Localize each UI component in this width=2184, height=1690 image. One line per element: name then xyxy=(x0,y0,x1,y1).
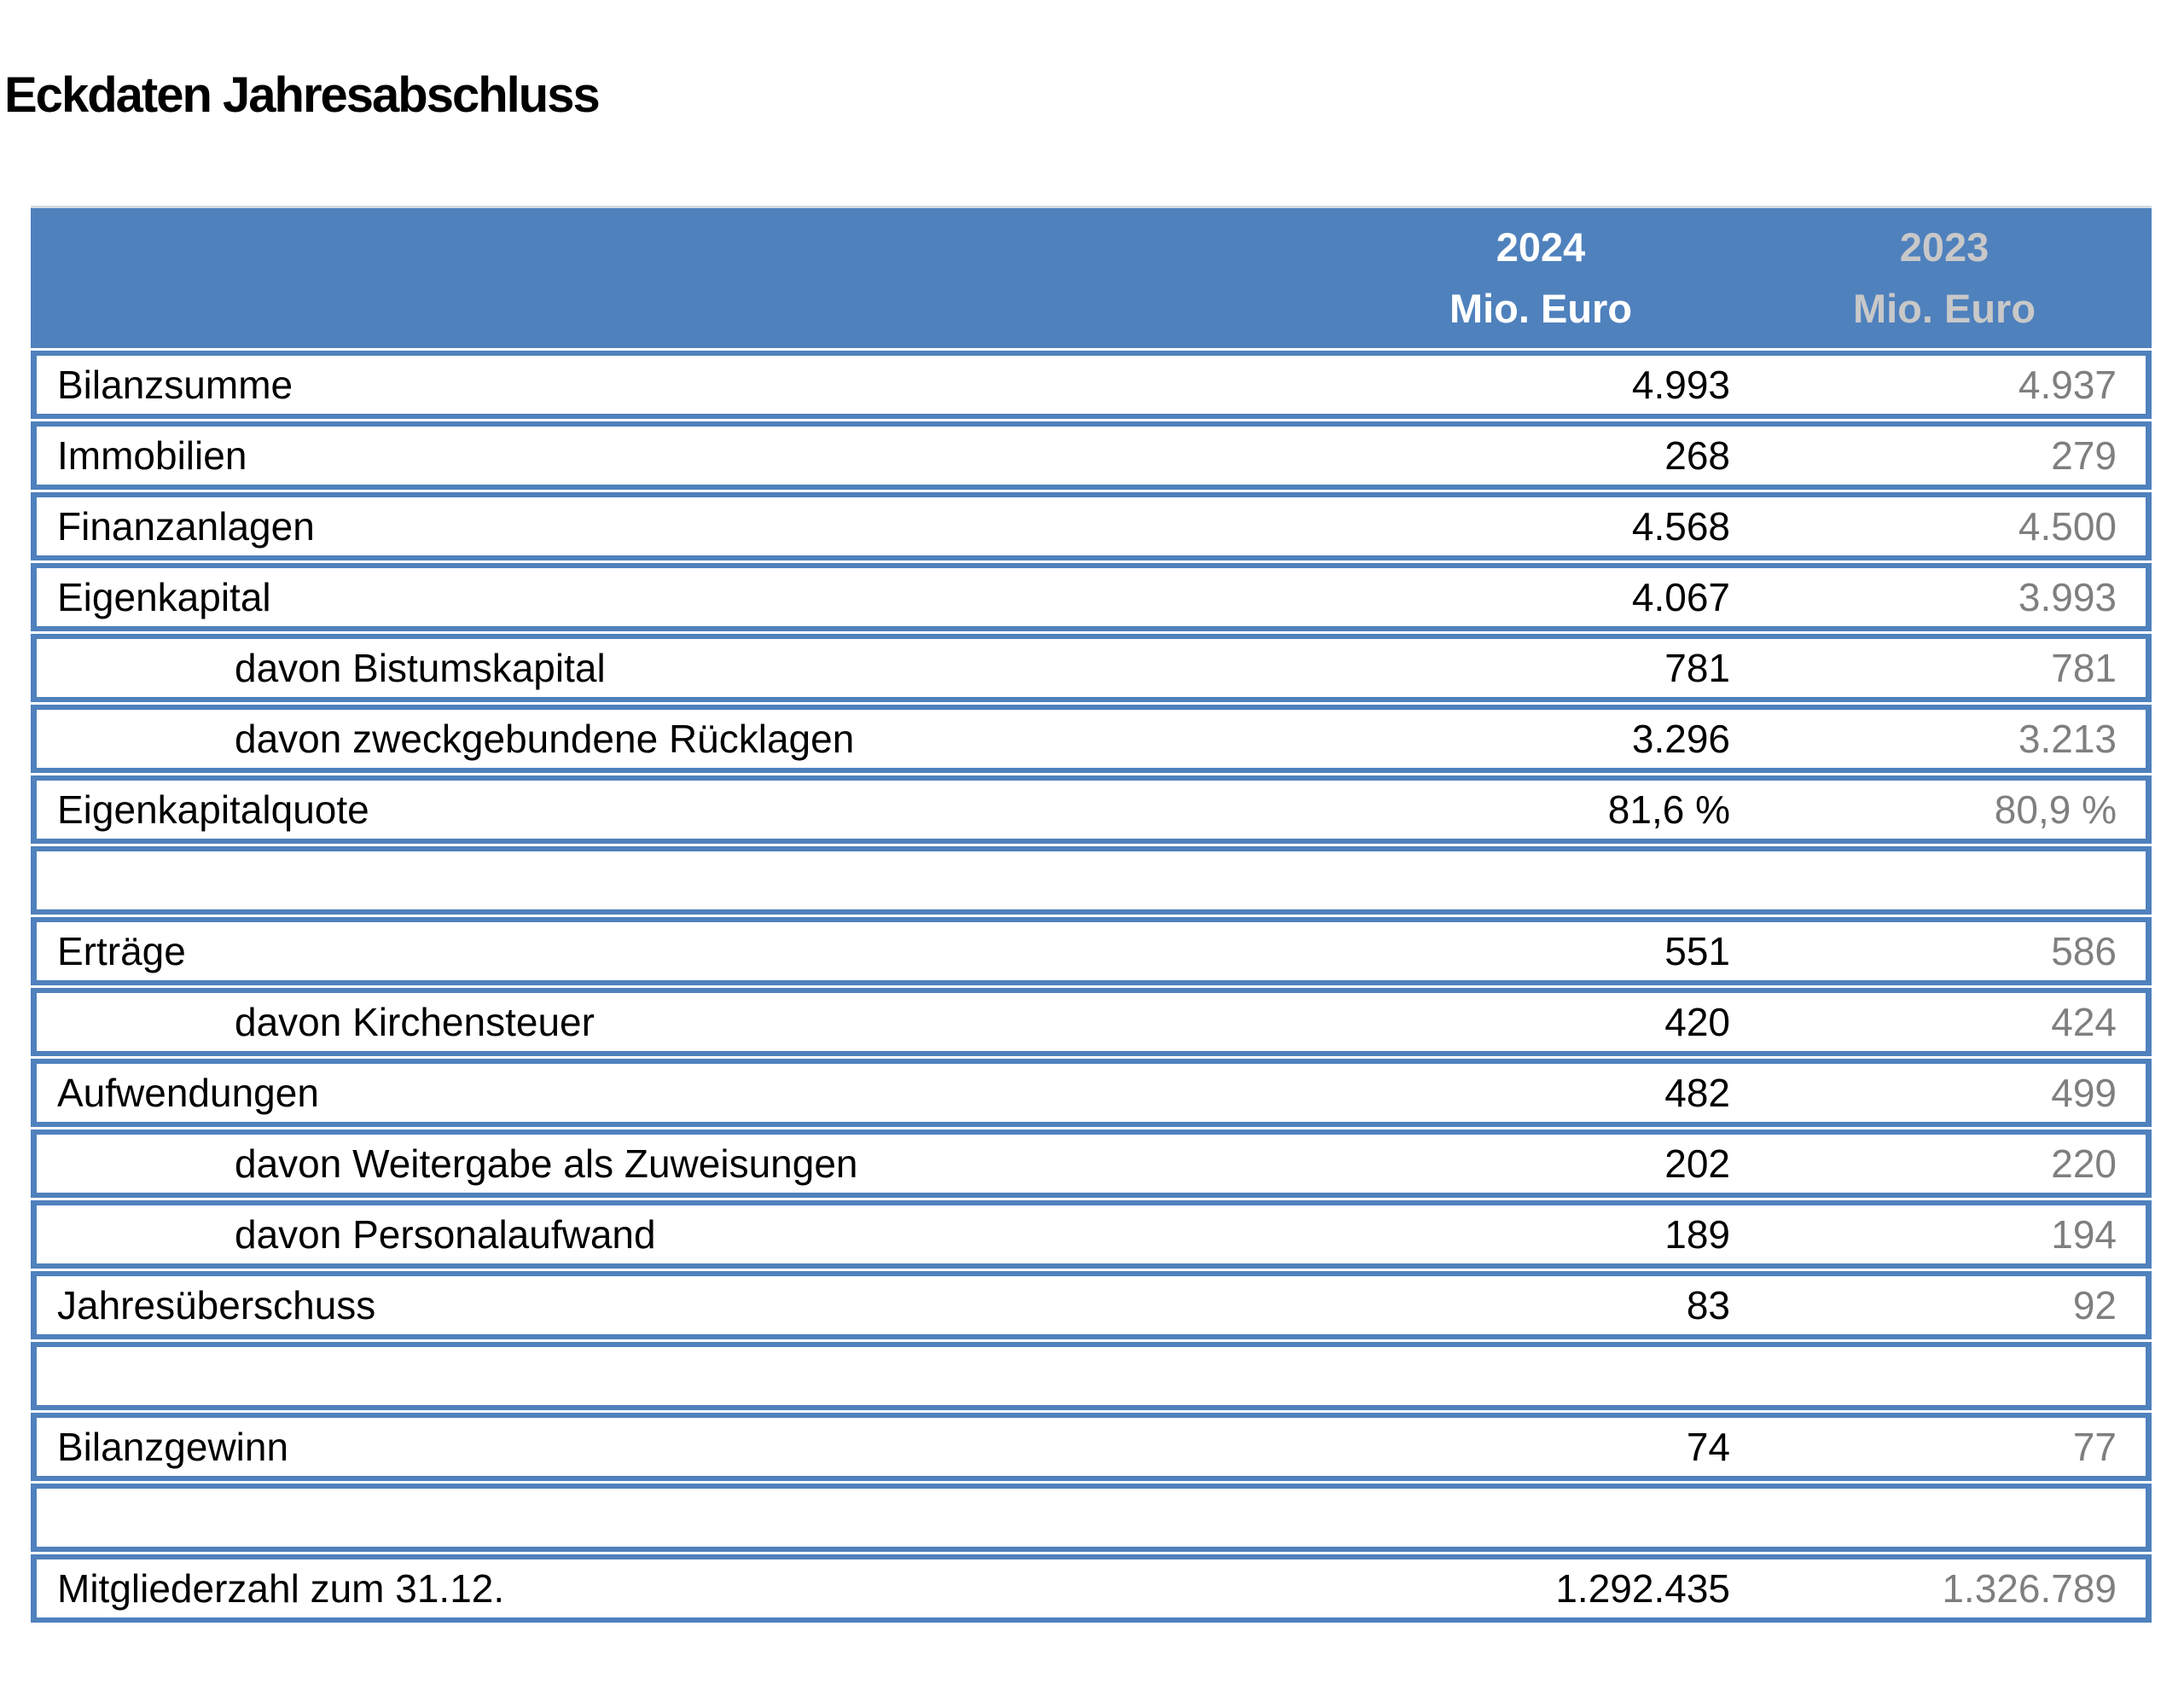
value-2024: 268 xyxy=(1345,421,1737,490)
value-2023: 3.213 xyxy=(1737,705,2152,773)
value-2024 xyxy=(1345,846,1737,915)
table-row xyxy=(31,1413,2152,1481)
table-row xyxy=(31,1484,2152,1552)
value-2023: 781 xyxy=(1737,634,2152,702)
table-row xyxy=(31,1059,2152,1127)
table-header-row xyxy=(31,206,2152,348)
value-2024: 781 xyxy=(1345,634,1737,702)
value-2023: 220 xyxy=(1737,1130,2152,1198)
row-label: davon zweckgebundene Rücklagen xyxy=(31,705,1345,773)
value-2024 xyxy=(1345,1342,1737,1410)
table-row xyxy=(31,1130,2152,1198)
value-2024: 81,6 % xyxy=(1345,775,1737,844)
row-label: Mitgliederzahl zum 31.12. xyxy=(31,1554,1345,1623)
row-label xyxy=(31,1342,1345,1410)
value-2024: 202 xyxy=(1345,1130,1737,1198)
row-label: Immobilien xyxy=(31,421,1345,490)
table-row xyxy=(31,705,2152,773)
value-2024: 74 xyxy=(1345,1413,1737,1481)
table-row xyxy=(31,492,2152,560)
row-label: Eigenkapital xyxy=(31,563,1345,631)
value-2023: 1.326.789 xyxy=(1737,1554,2152,1623)
value-2024: 420 xyxy=(1345,988,1737,1056)
value-2024: 4.993 xyxy=(1345,351,1737,419)
value-2023: 92 xyxy=(1737,1271,2152,1339)
row-label xyxy=(31,1484,1345,1552)
row-label: davon Personalaufwand xyxy=(31,1200,1345,1269)
table-row xyxy=(31,846,2152,915)
value-2024: 4.067 xyxy=(1345,563,1737,631)
header-2024-year: 2024 xyxy=(1496,224,1586,270)
row-label: Jahresüberschuss xyxy=(31,1271,1345,1339)
table-row xyxy=(31,421,2152,490)
value-2023: 80,9 % xyxy=(1737,775,2152,844)
table-row xyxy=(31,563,2152,631)
row-label: davon Bistumskapital xyxy=(31,634,1345,702)
table-row xyxy=(31,1200,2152,1269)
table-row xyxy=(31,1342,2152,1410)
header-2023-unit: Mio. Euro xyxy=(1852,286,2036,331)
value-2024: 4.568 xyxy=(1345,492,1737,560)
row-label: davon Weitergabe als Zuweisungen xyxy=(31,1130,1345,1198)
value-2024: 189 xyxy=(1345,1200,1737,1269)
financial-key-figures-table xyxy=(31,203,2152,1625)
table-row xyxy=(31,917,2152,985)
value-2023: 194 xyxy=(1737,1200,2152,1269)
row-label: Bilanzgewinn xyxy=(31,1413,1345,1481)
table-row xyxy=(31,351,2152,419)
value-2024: 482 xyxy=(1345,1059,1737,1127)
table-row xyxy=(31,634,2152,702)
value-2023: 4.500 xyxy=(1737,492,2152,560)
row-label: Eigenkapitalquote xyxy=(31,775,1345,844)
row-label xyxy=(31,846,1345,915)
value-2023: 3.993 xyxy=(1737,563,2152,631)
value-2023 xyxy=(1737,1342,2152,1410)
row-label: Aufwendungen xyxy=(31,1059,1345,1127)
table-row xyxy=(31,1271,2152,1339)
row-label: Bilanzsumme xyxy=(31,351,1345,419)
table-row xyxy=(31,775,2152,844)
table-row xyxy=(31,1554,2152,1623)
value-2023: 4.937 xyxy=(1737,351,2152,419)
row-label: Finanzanlagen xyxy=(31,492,1345,560)
value-2023: 499 xyxy=(1737,1059,2152,1127)
value-2024: 1.292.435 xyxy=(1345,1554,1737,1623)
value-2023: 279 xyxy=(1737,421,2152,490)
row-label: davon Kirchensteuer xyxy=(31,988,1345,1056)
page-title: Eckdaten Jahresabschluss xyxy=(4,67,599,123)
header-2023-year: 2023 xyxy=(1899,224,1989,270)
value-2024: 3.296 xyxy=(1345,705,1737,773)
value-2023 xyxy=(1737,1484,2152,1552)
value-2024: 83 xyxy=(1345,1271,1737,1339)
value-2024 xyxy=(1345,1484,1737,1552)
header-column-2024 xyxy=(1345,206,1737,348)
header-column-2023 xyxy=(1737,206,2152,348)
header-2024-unit: Mio. Euro xyxy=(1449,286,1633,331)
row-label: Erträge xyxy=(31,917,1345,985)
value-2023: 586 xyxy=(1737,917,2152,985)
value-2023: 77 xyxy=(1737,1413,2152,1481)
header-empty-cell xyxy=(31,206,1345,348)
value-2024: 551 xyxy=(1345,917,1737,985)
value-2023 xyxy=(1737,846,2152,915)
value-2023: 424 xyxy=(1737,988,2152,1056)
table-row xyxy=(31,988,2152,1056)
